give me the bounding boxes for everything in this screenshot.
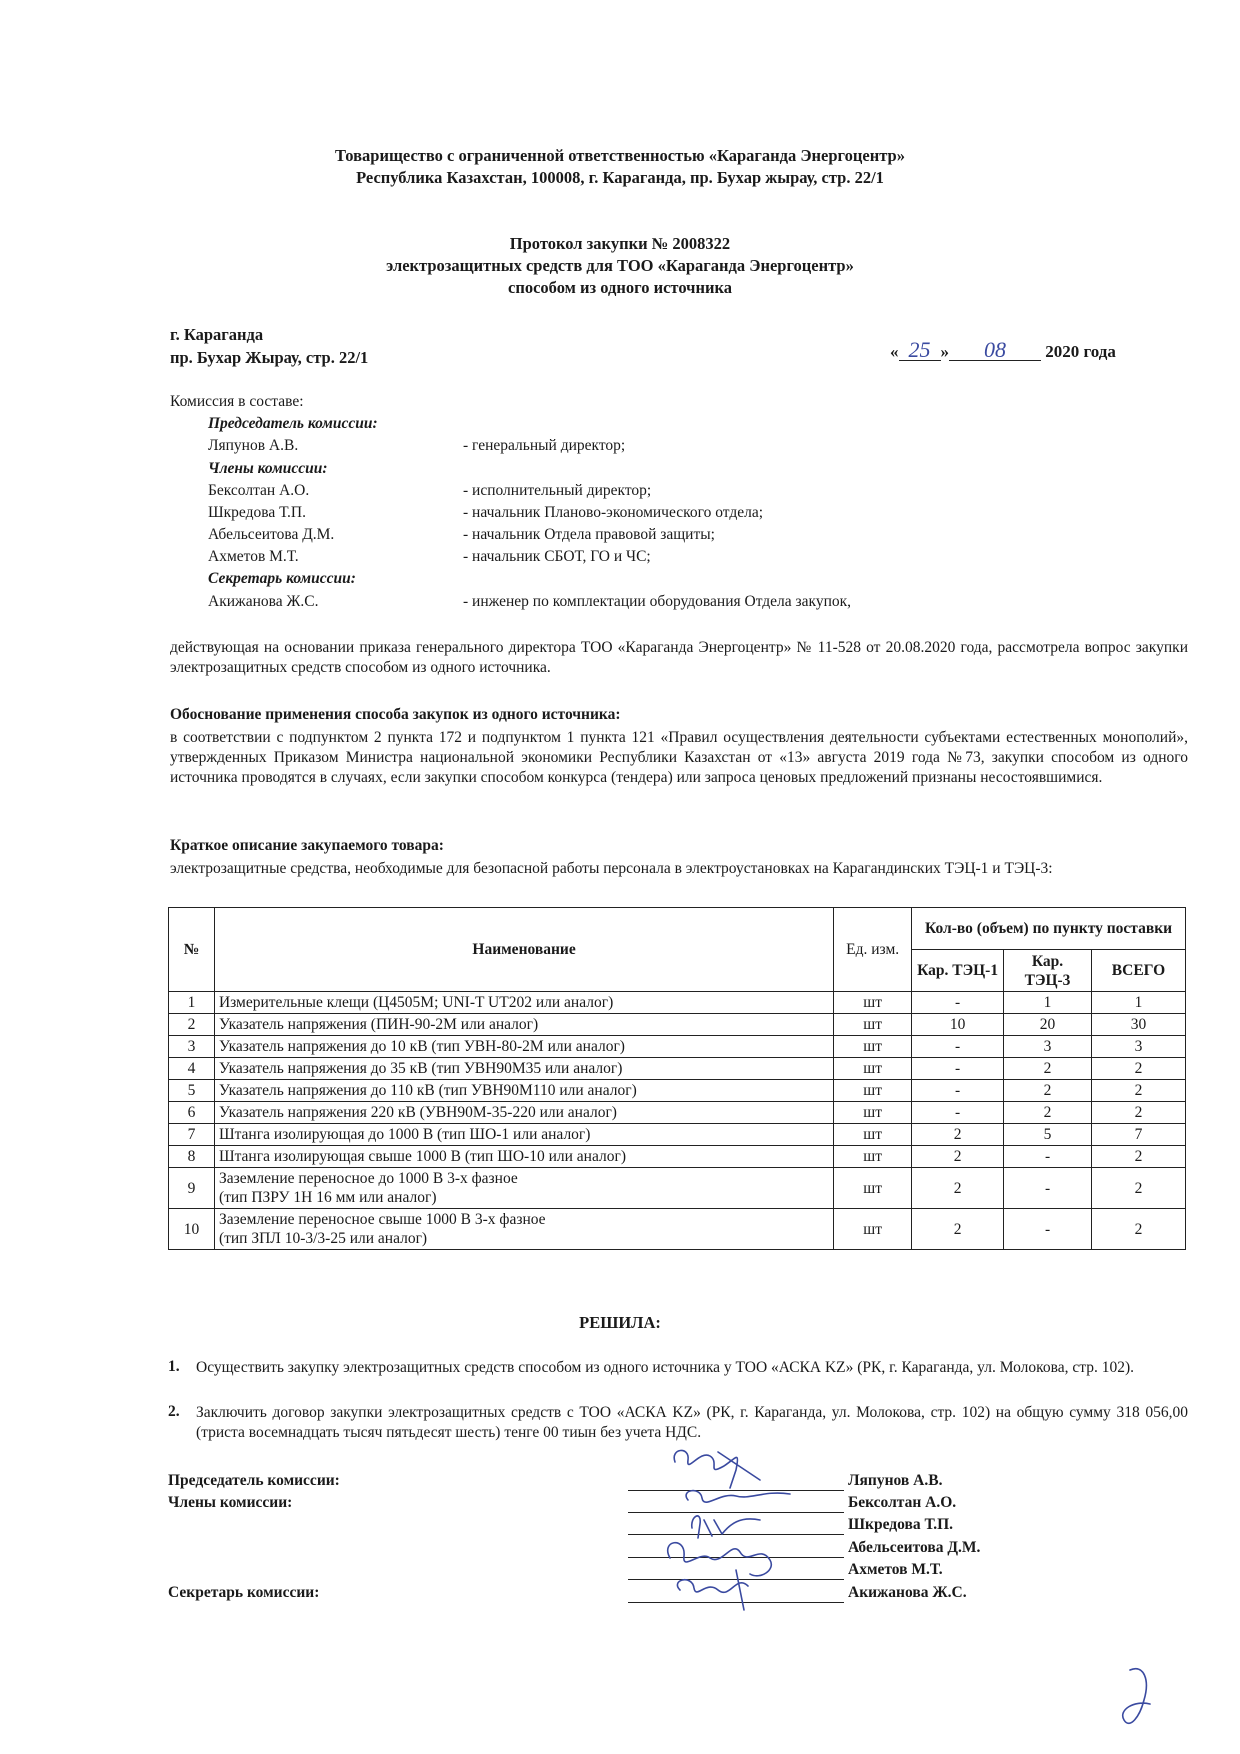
chair-signature-label: Председатель комиссии: xyxy=(168,1472,340,1489)
row-qty-total: 2 xyxy=(1092,1168,1186,1209)
row-qty-tec3: 2 xyxy=(1004,1058,1092,1080)
row-unit: шт xyxy=(834,1102,912,1124)
row-qty-tec1: 2 xyxy=(912,1124,1004,1146)
page-initials xyxy=(1110,1660,1170,1740)
row-unit: шт xyxy=(834,992,912,1014)
row-number: 4 xyxy=(169,1058,215,1080)
members-signature-label: Члены комиссии: xyxy=(168,1494,293,1511)
row-unit: шт xyxy=(834,1168,912,1209)
row-number: 10 xyxy=(169,1209,215,1250)
table-row xyxy=(169,1080,1186,1102)
protocol-date xyxy=(890,337,1116,362)
decision-item-text: Заключить договор закупки электрозащитных средств с ТОО «АСКА KZ» (РК, г. Караганда, ул. Молокова, стр. 102) на общую сумму 318 056,00 (триста восемнадцать тысяч пятьдесят шесть) тенге 00 тиын без учета НДС. xyxy=(196,1404,1188,1441)
table-header-row xyxy=(169,908,1186,950)
row-number: 2 xyxy=(169,1014,215,1036)
signatory-name: Ахметов М.Т. xyxy=(848,1561,943,1578)
row-qty-tec3: 20 xyxy=(1004,1014,1092,1036)
row-qty-tec1: - xyxy=(912,1036,1004,1058)
chair-heading: Председатель комиссии: xyxy=(208,415,378,432)
signatory-name: Ляпунов А.В. xyxy=(848,1472,943,1489)
row-qty-tec3: 1 xyxy=(1004,992,1092,1014)
signature-scribble xyxy=(686,1491,790,1503)
date-day: 25 xyxy=(899,340,941,361)
row-unit: шт xyxy=(834,1146,912,1168)
company-address: Республика Казахстан, 100008, г. Караганда, пр. Бухар жырау, стр. 22/1 xyxy=(356,168,884,187)
place-address: пр. Бухар Жырау, стр. 22/1 xyxy=(170,348,369,367)
row-qty-tec1: 2 xyxy=(912,1146,1004,1168)
row-item-name: Штанга изолирующая до 1000 В (тип ШО-1 или аналог) xyxy=(214,1124,833,1146)
members-heading: Члены комиссии: xyxy=(208,460,328,477)
row-number: 5 xyxy=(169,1080,215,1102)
member-role: - начальник Отдела правовой защиты; xyxy=(463,526,715,543)
row-qty-tec3: 2 xyxy=(1004,1102,1092,1124)
protocol-title: Протокол закупки № 2008322 xyxy=(509,234,731,253)
decision-heading: РЕШИЛА: xyxy=(579,1313,661,1332)
signatory-name: Абельсеитова Д.М. xyxy=(848,1539,981,1556)
table-row xyxy=(169,992,1186,1014)
row-qty-total: 30 xyxy=(1092,1014,1186,1036)
table-row xyxy=(169,1209,1186,1250)
row-qty-total: 2 xyxy=(1092,1080,1186,1102)
table-row xyxy=(169,1124,1186,1146)
row-qty-total: 3 xyxy=(1092,1036,1186,1058)
row-number: 1 xyxy=(169,992,215,1014)
row-qty-tec3: - xyxy=(1004,1146,1092,1168)
col-total-header: ВСЕГО xyxy=(1092,950,1186,992)
decision-item-number: 1. xyxy=(168,1358,180,1375)
table-row xyxy=(169,1036,1186,1058)
row-item-name: Штанга изолирующая свыше 1000 В (тип ШО-10 или аналог) xyxy=(214,1146,833,1168)
row-item-name: Указатель напряжения (ПИН-90-2М или аналог) xyxy=(214,1014,833,1036)
row-item-name: Указатель напряжения до 10 кВ (тип УВН-80-2М или аналог) xyxy=(214,1036,833,1058)
row-item-name: Указатель напряжения до 35 кВ (тип УВН90М35 или аналог) xyxy=(214,1058,833,1080)
signatory-name: Шкредова Т.П. xyxy=(848,1516,954,1533)
member-role: - начальник СБОТ, ГО и ЧС; xyxy=(463,548,651,565)
description-heading: Краткое описание закупаемого товара: xyxy=(170,837,444,854)
row-number: 8 xyxy=(169,1146,215,1168)
row-qty-total: 2 xyxy=(1092,1146,1186,1168)
secretary-name: Акижанова Ж.С. xyxy=(208,593,319,610)
date-close-quote: » xyxy=(940,342,949,361)
items-table xyxy=(168,907,1186,1250)
row-unit: шт xyxy=(834,1080,912,1102)
row-qty-tec1: 2 xyxy=(912,1209,1004,1250)
row-qty-total: 2 xyxy=(1092,1209,1186,1250)
table-row xyxy=(169,1058,1186,1080)
table-row xyxy=(169,1014,1186,1036)
row-unit: шт xyxy=(834,1014,912,1036)
row-qty-tec3: - xyxy=(1004,1168,1092,1209)
row-qty-tec3: - xyxy=(1004,1209,1092,1250)
date-year: 2020 года xyxy=(1045,342,1116,361)
decision-item-text: Осуществить закупку электрозащитных средств способом из одного источника у ТОО «АСКА KZ» (РК, г. Караганда, ул. Молокова, стр. 102). xyxy=(196,1359,1134,1376)
row-qty-tec1: 10 xyxy=(912,1014,1004,1036)
initials-scribble xyxy=(1123,1669,1150,1724)
row-number: 7 xyxy=(169,1124,215,1146)
member-name: Абельсеитова Д.М. xyxy=(208,526,335,543)
row-qty-tec1: - xyxy=(912,1080,1004,1102)
place-city: г. Караганда xyxy=(170,325,264,344)
member-role: - начальник Планово-экономического отдела; xyxy=(463,504,764,521)
commission-intro: Комиссия в составе: xyxy=(170,393,304,410)
secretary-signature-label: Секретарь комиссии: xyxy=(168,1584,320,1601)
col-number-header: № xyxy=(169,908,215,992)
table-row xyxy=(169,1102,1186,1124)
row-unit: шт xyxy=(834,1058,912,1080)
row-qty-tec1: - xyxy=(912,1058,1004,1080)
signatory-name: Бексолтан А.О. xyxy=(848,1494,957,1511)
row-item-name-line: (тип ЗПЛ 10-3/3-25 или аналог) xyxy=(218,1230,428,1247)
handwritten-signatures xyxy=(640,1440,880,1630)
col-name-header: Наименование xyxy=(214,908,833,992)
row-item-name-line: (тип ПЗРУ 1Н 16 мм или аналог) xyxy=(218,1189,437,1206)
col-tec3-header: Кар. ТЭЦ-3 xyxy=(1004,950,1092,992)
col-tec1-header: Кар. ТЭЦ-1 xyxy=(912,950,1004,992)
signature-scribble xyxy=(674,1450,760,1488)
company-name: Товарищество с ограниченной ответственностью «Караганда Энергоцентр» xyxy=(335,146,905,165)
chair-role: - генеральный директор; xyxy=(463,437,626,454)
basis-paragraph: действующая на основании приказа генерального директора ТОО «Караганда Энергоцентр» № 11-528 от 20.08.2020 года, рассмотрела вопрос закупки электрозащитных средств способом из одного источника. xyxy=(170,639,1188,676)
row-qty-total: 2 xyxy=(1092,1058,1186,1080)
member-name: Ахметов М.Т. xyxy=(208,548,299,565)
row-item-name xyxy=(214,1209,833,1250)
table-body xyxy=(169,992,1186,1250)
row-unit: шт xyxy=(834,1209,912,1250)
justification-paragraph: в соответствии с подпунктом 2 пункта 172 и подпунктом 1 пункта 121 «Правил осуществления деятельности субъектами естественных монополий», утвержденных Приказом Министра национальной экономики Республики Казахстан от «13» августа 2019 года №73, закупки способом из одного источника проводятся в случаях, если закупки способом конкурса (тендера) или запроса ценовых предложений признаны несостоявшимися. xyxy=(170,729,1188,786)
signatory-name: Акижанова Ж.С. xyxy=(848,1584,967,1601)
row-qty-tec1: - xyxy=(912,1102,1004,1124)
row-item-name: Указатель напряжения до 110 кВ (тип УВН90М110 или аналог) xyxy=(214,1080,833,1102)
member-name: Бексолтан А.О. xyxy=(208,482,310,499)
signature-scribble xyxy=(677,1570,748,1610)
row-qty-tec1: - xyxy=(912,992,1004,1014)
row-number: 3 xyxy=(169,1036,215,1058)
table-row xyxy=(169,1146,1186,1168)
row-unit: шт xyxy=(834,1036,912,1058)
row-number: 9 xyxy=(169,1168,215,1209)
member-role: - исполнительный директор; xyxy=(463,482,652,499)
protocol-method: способом из одного источника xyxy=(508,278,732,297)
description-paragraph: электрозащитные средства, необходимые для безопасной работы персонала в электроустановках на Карагандинских ТЭЦ-1 и ТЭЦ-3: xyxy=(170,860,1053,877)
row-number: 6 xyxy=(169,1102,215,1124)
table-row xyxy=(169,1168,1186,1209)
row-qty-tec3: 5 xyxy=(1004,1124,1092,1146)
row-qty-total: 1 xyxy=(1092,992,1186,1014)
row-qty-total: 2 xyxy=(1092,1102,1186,1124)
member-name: Шкредова Т.П. xyxy=(208,504,306,521)
row-qty-tec3: 3 xyxy=(1004,1036,1092,1058)
row-qty-total: 7 xyxy=(1092,1124,1186,1146)
col-quantity-group-header: Кол-во (объем) по пункту поставки xyxy=(912,908,1186,950)
decision-item-number: 2. xyxy=(168,1403,180,1420)
secretary-role: - инженер по комплектации оборудования Отдела закупок, xyxy=(463,593,852,610)
row-item-name-line: Заземление переносное до 1000 В 3-х фазное xyxy=(218,1170,518,1187)
row-item-name-line: Заземление переносное свыше 1000 В 3-х фазное xyxy=(218,1211,546,1228)
justification-heading: Обоснование применения способа закупок из одного источника: xyxy=(170,706,621,723)
row-item-name: Указатель напряжения 220 кВ (УВН90М-35-220 или аналог) xyxy=(214,1102,833,1124)
row-qty-tec3: 2 xyxy=(1004,1080,1092,1102)
row-unit: шт xyxy=(834,1124,912,1146)
chair-name: Ляпунов А.В. xyxy=(208,437,299,454)
date-open-quote: « xyxy=(890,342,899,361)
row-qty-tec1: 2 xyxy=(912,1168,1004,1209)
date-month: 08 xyxy=(949,340,1041,361)
secretary-heading: Секретарь комиссии: xyxy=(208,570,356,587)
protocol-subtitle: электрозащитных средств для ТОО «Караганда Энергоцентр» xyxy=(386,256,854,275)
col-unit-header: Ед. изм. xyxy=(834,908,912,992)
signature-scribble xyxy=(668,1543,772,1576)
row-item-name: Измерительные клещи (Ц4505М; UNI-T UT202 или аналог) xyxy=(214,992,833,1014)
signature-scribble xyxy=(692,1516,760,1538)
row-item-name xyxy=(214,1168,833,1209)
